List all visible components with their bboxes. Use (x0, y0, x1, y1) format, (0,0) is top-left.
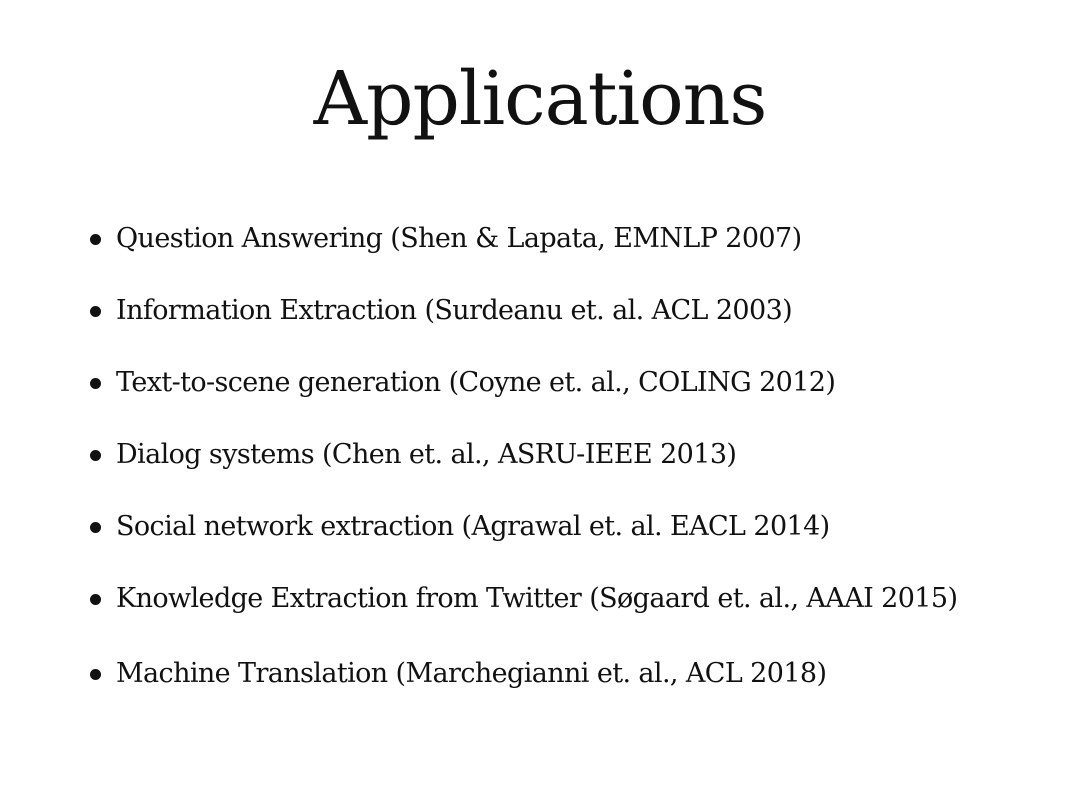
bullet-item (88, 366, 968, 399)
bullet-item (88, 222, 968, 255)
bullet-dot-icon (90, 522, 101, 533)
bullet-item (88, 582, 968, 615)
bullet-text: Knowledge Extraction from Twitter (Søgaard et. al., AAAI 2015) (116, 583, 958, 614)
bullet-list (88, 222, 968, 729)
bullet-dot-icon (90, 450, 101, 461)
bullet-text: Information Extraction (Surdeanu et. al. ACL 2003) (116, 295, 793, 326)
bullet-text: Dialog systems (Chen et. al., ASRU-IEEE 2013) (116, 439, 737, 470)
bullet-dot-icon (90, 594, 101, 605)
bullet-item (88, 657, 968, 690)
bullet-text: Question Answering (Shen & Lapata, EMNLP 2007) (116, 223, 802, 254)
bullet-dot-icon (90, 306, 101, 317)
bullet-text: Social network extraction (Agrawal et. al. EACL 2014) (116, 511, 830, 542)
bullet-text: Machine Translation (Marchegianni et. al., ACL 2018) (116, 658, 827, 689)
bullet-dot-icon (90, 378, 101, 389)
bullet-item (88, 294, 968, 327)
bullet-dot-icon (90, 234, 101, 245)
slide-title: Applications (313, 56, 767, 142)
bullet-item (88, 510, 968, 543)
bullet-item (88, 438, 968, 471)
bullet-text: Text-to-scene generation (Coyne et. al., COLING 2012) (116, 367, 836, 398)
bullet-dot-icon (90, 669, 101, 680)
